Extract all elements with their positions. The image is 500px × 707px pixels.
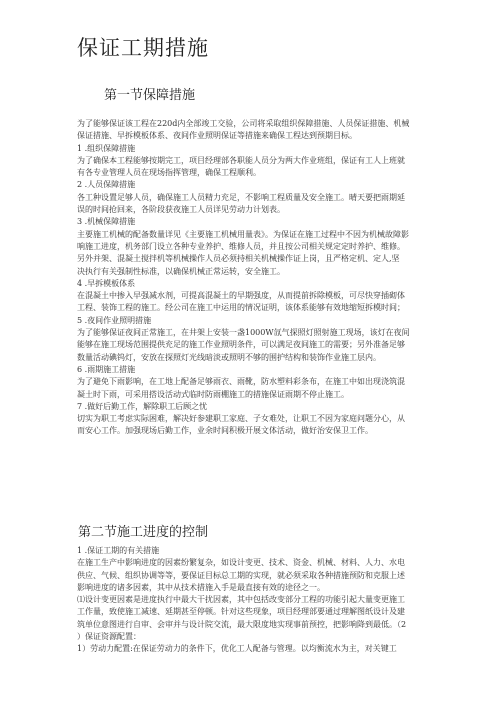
paragraph-line: 各工种设置足够人员，确保施工人员精力充足，不影响工程质量及安全施工。晴天要把雨期延 — [77, 192, 405, 202]
paragraph-line: 供应、气候、组织协调等等，要保证目标总工期的实现，就必须采取各种措施预防和克服上述 — [77, 570, 405, 580]
paragraph-line: 而安心工作。加强现场后勤工作，业余时间积极开展文体活动，做好治安保卫工作。 — [77, 426, 373, 436]
paragraph-line: 4 .早拆模板体系 — [77, 278, 136, 288]
paragraph-line: 主要施工机械的配备数量详见《主要施工机械用量表》。为保证在施工过程中不因为机械故障影 — [77, 229, 409, 239]
paragraph-line: 数量活动碘钨灯，安放在探照灯光线暗淡或照明不够的围护结构和装饰作业施工层内。 — [77, 352, 381, 362]
paragraph-line: 2 .人员保障措施 — [77, 180, 136, 190]
paragraph-line: 另外并架、混凝土搅拌机等机械操作人员必须持相关机械操作证上岗，且严格定机、定人,坚 — [77, 254, 400, 264]
paragraph-line: 1 .保证工期的有关措施 — [77, 546, 160, 555]
paragraph-line: 为了避免下雨影响，在工地上配备足够雨衣、雨靴，防水塑料彩条布，在施工中如出现浇筑混 — [77, 377, 405, 387]
paragraph-line: 3 .机械保障措施 — [77, 217, 136, 227]
paragraph-line: 在混凝土中掺入早强减水剂，可提高混凝土的早期强度，从而提前拆除模板，可尽快穿插砌体 — [77, 291, 405, 301]
paragraph-line: 保证措施、早拆模板体系、夜间作业照明保证等措施来确保工程达到预期目标。 — [77, 131, 357, 141]
paragraph-line: ）保证资源配置： — [77, 632, 141, 642]
paragraph-line: 筑单位意图进行自审、会审并与设计院交流，最大限度地实现事前预控，把影响降到最低。（2 — [77, 619, 407, 629]
paragraph-line: 为了确保本工程能够按期完工，项目经理部各职能人员分为两大作业班组，保证有工人上班就 — [77, 155, 405, 165]
paragraph-line: 为了能够保证夜间正常施工，在井架上安装一盏1000W氙气探照灯照射施工现场，该灯在夜间 — [77, 328, 410, 338]
paragraph-line: 为了能够保证该工程在220d内全部竣工交验，公司将采取组织保障措施、人员保证措施、机械 — [77, 119, 410, 128]
paragraph-line: 切实为职工考虑实际困难，解决好参建职工家庭、子女难处，让职工不因为家庭问题分心，从 — [77, 414, 405, 424]
paragraph-line: 影响进度的诸多因素，其中从技术措施入手是最直接有效的途径之一。 — [77, 582, 325, 592]
paragraph-line: 响施工进度，机务部门设立各种专业养护、维修人员，并且按公司相关规定定时养护、维修。 — [77, 241, 405, 251]
section2-heading: 第二节施工进度的控制 — [78, 525, 209, 540]
paragraph-line: 7 .做好后勤工作，解除职工后顾之忧 — [77, 401, 208, 411]
paragraph-line: ⑴设计变更因素是进度执行中最大干扰因素，其中包括改变部分工程的功能引起大量变更施工 — [77, 595, 405, 605]
paragraph-line: 工程、装饰工程的施工。经公司在施工中运用的情况证明，该体系能够有效地缩短拆模时间； — [77, 303, 405, 313]
paragraph-line: 6 .雨期施工措施 — [77, 364, 136, 374]
paragraph-line: 能够在施工现场范围提供充足的施工作业照明条件，可以满足夜间施工的需要；另外准备足够 — [77, 340, 405, 350]
paragraph-line: 决执行有关强制性标准，以确保机械正常运转，安全施工。 — [77, 266, 285, 276]
document-title: 保证工期措施 — [77, 36, 209, 60]
paragraph-line: 误的时间抢回来，各阶段获夜施工人员详见劳动力计划表。 — [77, 205, 285, 215]
paragraph-line: 5 .夜间作业照明措施 — [77, 315, 152, 325]
paragraph-line: 有各专业管理人员在现场指挥管理，确保工程顺利。 — [77, 168, 261, 178]
paragraph-line: 凝土时下雨，可采用搭设活动式临时防雨棚施工的措施保证雨期不停止施工。 — [77, 389, 349, 399]
section2-body — [77, 545, 427, 656]
section1-heading: 第一节保障措施 — [104, 88, 196, 103]
paragraph-line: 在施工生产中影响进度的因素纷繁复杂，如设计变更、技术、资金、机械、材料、人力、水电 — [77, 558, 405, 568]
paragraph-line: 工作量，致使施工减速、延期甚至停顿。针对这些现象，项目经理部要通过理解图纸设计及建 — [77, 607, 405, 617]
section1-body — [77, 118, 427, 438]
paragraph-line: 1）劳动力配置:在保证劳动力的条件下，优化工人配备与管理。以均衡流水为主，对关键工 — [77, 644, 397, 654]
paragraph-line: 1 .组织保障措施 — [77, 143, 136, 153]
